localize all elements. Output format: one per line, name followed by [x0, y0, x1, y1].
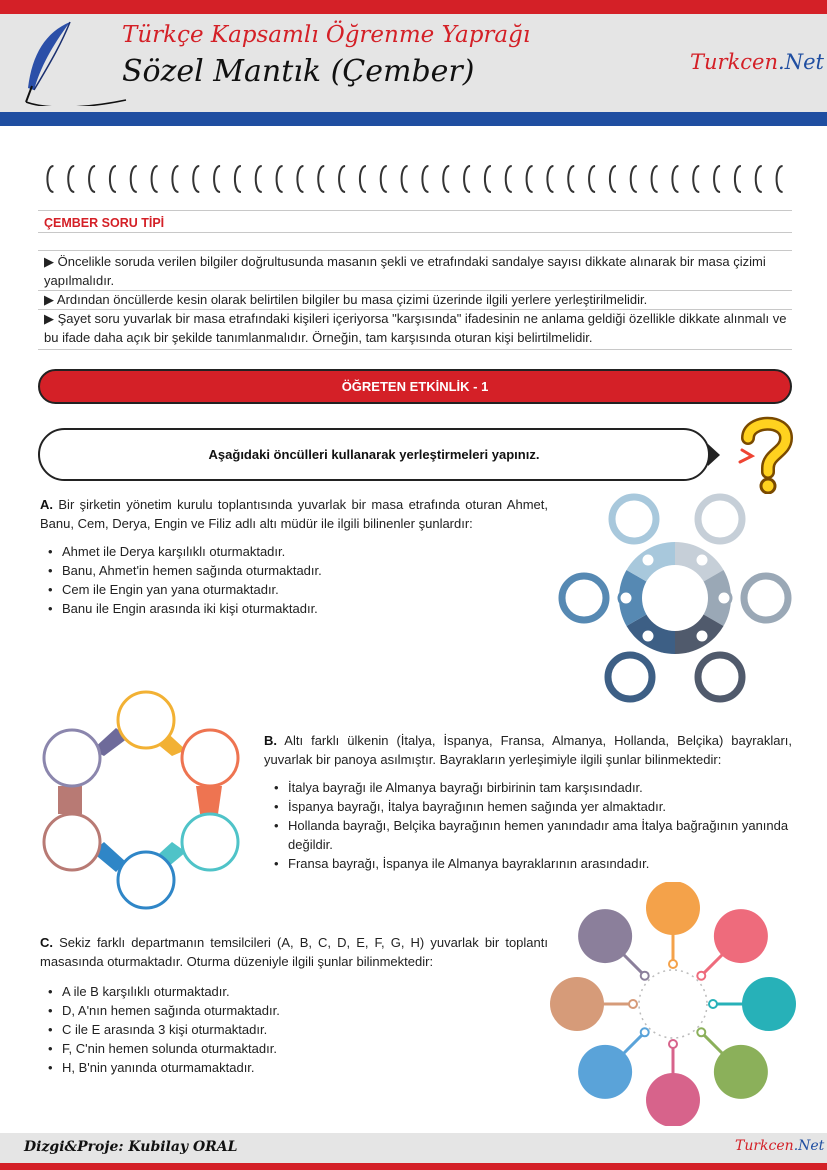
seat-dot — [629, 1000, 637, 1008]
header-subtitle: Türkçe Kapsamlı Öğrenme Yaprağı — [122, 22, 531, 48]
spiral-ring — [235, 166, 241, 192]
info-point-2: ▶ Ardından öncüllerde kesin olarak belirtilen bilgiler bu masa çizimi üzerinde ilgili yerlere yerleştirilmelidir. — [44, 292, 648, 307]
spiral-ring — [735, 166, 741, 192]
spiral-ring — [443, 166, 449, 192]
list-item: • Hollanda bayrağı, Belçika bayrağının hemen yanındadır ama İtalya bağrağının yanında değildir. — [270, 816, 790, 854]
problem-c-text — [40, 933, 548, 971]
problem-c-body: Sekiz farklı departmanın temsilcileri (A, B, C, D, E, F, G, H) yuvarlak bir toplantı masasında oturmaktadır. Oturma düzeniyle ilgili şunlar bilinmektedir: — [40, 935, 548, 969]
spiral-ring — [568, 166, 574, 192]
list-item: • İspanya bayrağı, İtalya bayrağının hemen sağında yer almaktadır. — [270, 797, 790, 816]
seat-dot — [669, 1040, 677, 1048]
spiral-ring — [527, 166, 533, 192]
info-point-3: ▶ Şayet soru yuvarlak bir masa etrafındaki kişileri içeriyorsa "karşısında" ifadesinin ne anlama geldiği özellikle dikkate alınmalı ve bu ifade daha açık bir şekilde tanımlanmalıdır. Örneğin, tam karşısında oturan kişi belirtilmelidir. — [44, 311, 787, 345]
logo-main-text: Turkcen — [690, 50, 779, 74]
footer-stripe — [0, 1163, 827, 1170]
spiral-ring — [672, 166, 678, 192]
spiral-ring — [610, 166, 616, 192]
spiral-ring — [297, 166, 303, 192]
problem-b-body: Altı farklı ülkenin (İtalya, İspanya, Fransa, Almanya, Hollanda, Belçika) bayrakları, yuvarlak bir panoya asılmıştır. Bayrakların yerleşimiyle ilgili şunlar bilinmektedir: — [264, 733, 792, 767]
problem-a-list — [44, 542, 544, 618]
footer-credit: Dizgi&Proje: Kubilay ORAL — [24, 1139, 238, 1155]
seat-balloon — [550, 977, 604, 1031]
list-item: • Cem ile Engin yan yana oturmaktadır. — [44, 580, 544, 599]
seat-balloon — [578, 909, 632, 963]
problem-c-list — [44, 982, 544, 1077]
divider — [38, 349, 792, 350]
header-bottom-stripe — [0, 112, 827, 126]
problem-b-label: B. — [264, 733, 277, 748]
spiral-rings — [40, 162, 790, 196]
seat-balloon — [646, 882, 700, 935]
footer-logo-main: Turkcen — [735, 1138, 794, 1154]
instruction-box: Aşağıdaki öncülleri kullanarak yerleştirmeleri yapınız. — [38, 428, 710, 481]
spiral-ring — [277, 166, 283, 192]
spiral-ring — [193, 166, 199, 192]
spiral-ring — [422, 166, 428, 192]
problem-b-list — [270, 778, 790, 873]
seat-balloon — [714, 1045, 768, 1099]
problem-b-text — [264, 731, 792, 769]
spiral-ring — [652, 166, 658, 192]
seat-balloon — [714, 909, 768, 963]
seat-dot — [709, 1000, 717, 1008]
list-item: • C ile E arasında 3 kişi oturmaktadır. — [44, 1020, 544, 1039]
quill-pen-icon — [18, 18, 128, 106]
divider — [38, 250, 792, 251]
list-item: • A ile B karşılıklı oturmaktadır. — [44, 982, 544, 1001]
spiral-ring — [589, 166, 595, 192]
table-outline — [639, 970, 707, 1038]
spiral-ring — [714, 166, 720, 192]
list-item: • F, C'nin hemen solunda oturmaktadır. — [44, 1039, 544, 1058]
seat-balloon — [578, 1045, 632, 1099]
footer-logo — [735, 1138, 824, 1154]
list-item: • İtalya bayrağı ile Almanya bayrağı birbirinin tam karşısındadır. — [270, 778, 790, 797]
problem-a-text — [40, 495, 548, 533]
spiral-ring — [756, 166, 762, 192]
question-mark-icon — [738, 414, 796, 494]
divider — [38, 210, 792, 211]
round-table-diagram-c — [548, 882, 798, 1126]
activity-title-bar: ÖĞRETEN ETKİNLİK - 1 — [38, 369, 792, 404]
info-point-1: ▶ Öncelikle soruda verilen bilgiler doğrultusunda masanın şekli ve etrafındaki sandalye sayısı dikkate alınarak bir masa çizimi yapılmalıdır. — [44, 254, 766, 288]
problem-a-body: Bir şirketin yönetim kurulu toplantısında yuvarlak bir masa etrafında oturan Ahmet, Banu, Cem, Derya, Engin ve Filiz adlı altı müdür ile ilgili bilinenler şunlardır: — [40, 497, 548, 531]
flag-board-diagram-b — [36, 690, 242, 912]
page-title: Sözel Mantık (Çember) — [122, 54, 475, 89]
header-top-stripe — [0, 0, 827, 14]
spiral-ring — [110, 166, 116, 192]
spiral-ring — [68, 166, 74, 192]
spiral-ring — [214, 166, 220, 192]
spiral-ring — [47, 166, 53, 192]
spiral-ring — [131, 166, 137, 192]
instruction-arrow-icon — [708, 444, 720, 466]
divider — [38, 232, 792, 233]
spiral-ring — [693, 166, 699, 192]
section-title: ÇEMBER SORU TİPİ — [44, 216, 165, 230]
spiral-ring — [547, 166, 553, 192]
list-item: • D, A'nın hemen sağında oturmaktadır. — [44, 1001, 544, 1020]
list-item: • Banu, Ahmet'in hemen sağında oturmaktadır. — [44, 561, 544, 580]
spiral-ring — [485, 166, 491, 192]
spiral-ring — [256, 166, 262, 192]
spiral-ring — [89, 166, 95, 192]
spiral-ring — [360, 166, 366, 192]
problem-a-label: A. — [40, 497, 53, 512]
seat-dot — [697, 972, 705, 980]
spiral-ring — [777, 166, 783, 192]
list-item: • Ahmet ile Derya karşılıklı oturmaktadır. — [44, 542, 544, 561]
list-item: • Fransa bayrağı, İspanya ile Almanya bayraklarının arasındadır. — [270, 854, 790, 873]
spiral-ring — [318, 166, 324, 192]
seat-dot — [669, 960, 677, 968]
spiral-ring — [402, 166, 408, 192]
spiral-ring — [381, 166, 387, 192]
round-table-diagram-a — [552, 490, 798, 708]
problem-c-label: C. — [40, 935, 53, 950]
logo-suffix-text: .Net — [778, 50, 824, 74]
list-item: • H, B'nin yanında oturmamaktadır. — [44, 1058, 544, 1077]
spiral-ring — [152, 166, 158, 192]
seat-dot — [641, 972, 649, 980]
seat-dot — [697, 1028, 705, 1036]
spiral-ring — [631, 166, 637, 192]
spiral-ring — [464, 166, 470, 192]
spiral-ring — [172, 166, 178, 192]
list-item: • Banu ile Engin arasında iki kişi oturmaktadır. — [44, 599, 544, 618]
spiral-ring — [506, 166, 512, 192]
table-center — [642, 565, 708, 631]
site-logo — [690, 50, 824, 74]
seat-balloon — [742, 977, 796, 1031]
footer-logo-suffix: .Net — [793, 1138, 825, 1154]
spiral-ring — [339, 166, 345, 192]
seat-dot — [641, 1028, 649, 1036]
seat-balloon — [646, 1073, 700, 1126]
